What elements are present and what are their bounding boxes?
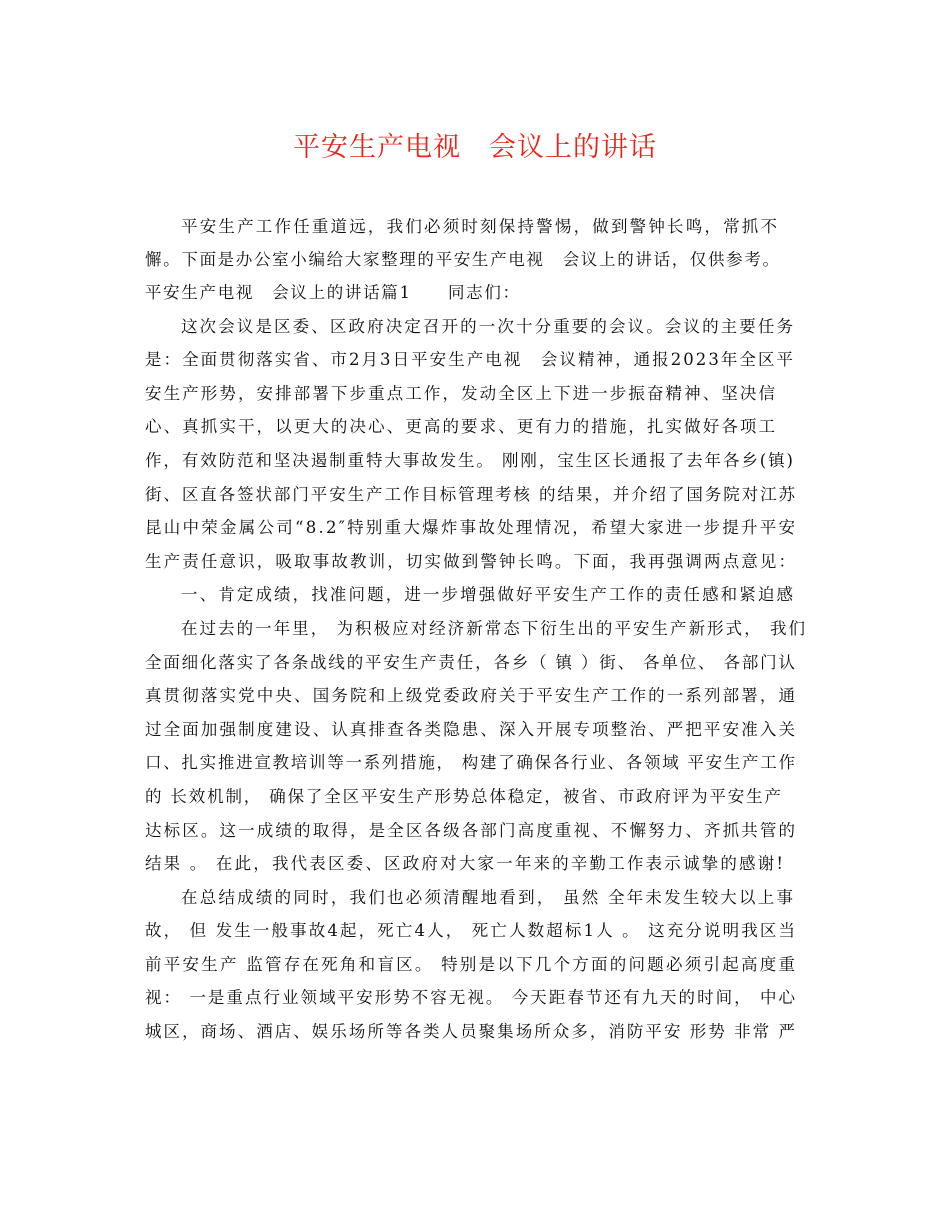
body-line (0, 210, 950, 244)
body-line-text: 安生产形势，安排部署下步重点工作，发动全区上下进一步振奋精神、坚决信 (145, 384, 778, 403)
body-line (0, 948, 950, 982)
body-line-text: 的 长效机制， 确保了全区平安生产形势总体稳定，被省、市政府评为平安生产 (145, 787, 783, 806)
body-line (0, 1015, 950, 1049)
body-line-text: 生产责任意识，吸取事故教训，切实做到警钟长鸣。下面，我再强调两点意见： (145, 552, 798, 571)
body-line (0, 814, 950, 848)
body-line (0, 578, 950, 612)
body-line (0, 881, 950, 915)
body-line-text: 心、真抓实干，以更大的决心、更高的要求、更有力的措施，扎实做好各项工 (145, 417, 778, 436)
body-line-text: 街、区直各签状部门平安生产工作目标管理考核 的结果，并介绍了国务院对江苏 (145, 485, 797, 504)
body-line (0, 444, 950, 478)
body-line-text: 在过去的一年里， 为积极应对经济新常态下衍生出的平安生产新形式， 我们 (181, 619, 808, 638)
body-line-text: 视： 一是重点行业领域平安形势不容无视。 今天距春节还有九天的时间， 中心 (145, 988, 798, 1007)
body-line-text: 这次会议是区委、区政府决定召开的一次十分重要的会议。会议的主要任务 (181, 317, 796, 336)
body-line (0, 646, 950, 680)
body-line-text: 一、肯定成绩，找准问题，进一步增强做好平安生产工作的责任感和紧迫感 (181, 585, 796, 604)
body-line (0, 545, 950, 579)
body-line-text: 口、扎实推进宣教培训等一系列措施， 构建了确保各行业、各领域 平安生产工作 (145, 753, 797, 772)
body-line (0, 914, 950, 948)
document-title: 平安生产电视 会议上的讲话 (293, 132, 657, 163)
body-line-text: 过全面加强制度建设、认真排查各类隐患、深入开展专项整治、严把平安准入关 (145, 720, 798, 739)
body-line-text: 懈。下面是办公室小编给大家整理的平安生产电视 会议上的讲话，仅供参考。 (145, 250, 781, 269)
body-line-text: 全面细化落实了各条战线的平安生产责任，各乡（ 镇 ）街、 各单位、 各部门认 (145, 653, 797, 672)
body-line (0, 276, 950, 310)
body-line-text: 平安生产电视 会议上的讲话篇1 同志们： (145, 283, 521, 302)
body-line (0, 410, 950, 444)
body-line (0, 713, 950, 747)
body-line-text: 达标区。这一成绩的取得，是全区各级各部门高度重视、不懈努力、齐抓共管的 (145, 821, 798, 840)
body-line-text: 在总结成绩的同时，我们也必须清醒地看到， 虽然 全年未发生较大以上事 (181, 888, 796, 907)
body-line (0, 243, 950, 277)
body-line-text: 结果 。 在此，我代表区委、区政府对大家一年来的辛勤工作表示诚挚的感谢! (145, 854, 786, 873)
body-line-text: 平安生产工作任重道远，我们必须时刻保持警惕，做到警钟长鸣，常抓不 (181, 217, 780, 236)
body-line-text: 是：全面贯彻落实省、市2月3日平安生产电视 会议精神，通报2023年全区平 (145, 350, 796, 369)
body-line (0, 679, 950, 713)
body-line-text: 真贯彻落实党中央、国务院和上级党委政府关于平安生产工作的一系列部署，通 (145, 686, 798, 705)
body-line (0, 746, 950, 780)
body-line-text: 作，有效防范和坚决遏制重特大事故发生。 刚刚，宝生区长通报了去年各乡(镇) (145, 451, 795, 470)
body-line (0, 981, 950, 1015)
body-line-text: 前平安生产 监管存在死角和盲区。 特别是以下几个方面的问题必须引起高度重 (145, 955, 798, 974)
body-line (0, 511, 950, 545)
body-line (0, 343, 950, 377)
body-line (0, 612, 950, 646)
body-line (0, 847, 950, 881)
body-line-text: 昆山中荣金属公司“8.2″特别重大爆炸事故处理情况，希望大家进一步提升平安 (145, 518, 798, 537)
body-line-text: 故， 但 发生一般事故4起，死亡4人， 死亡人数超标1人 。 这充分说明我区当 (145, 921, 798, 940)
body-line-text: 城区，商场、酒店、娱乐场所等各类人员聚集场所众多，消防平安 形势 非常 严 (145, 1022, 798, 1041)
body-line (0, 310, 950, 344)
body-line (0, 377, 950, 411)
body-line (0, 478, 950, 512)
body-line (0, 780, 950, 814)
